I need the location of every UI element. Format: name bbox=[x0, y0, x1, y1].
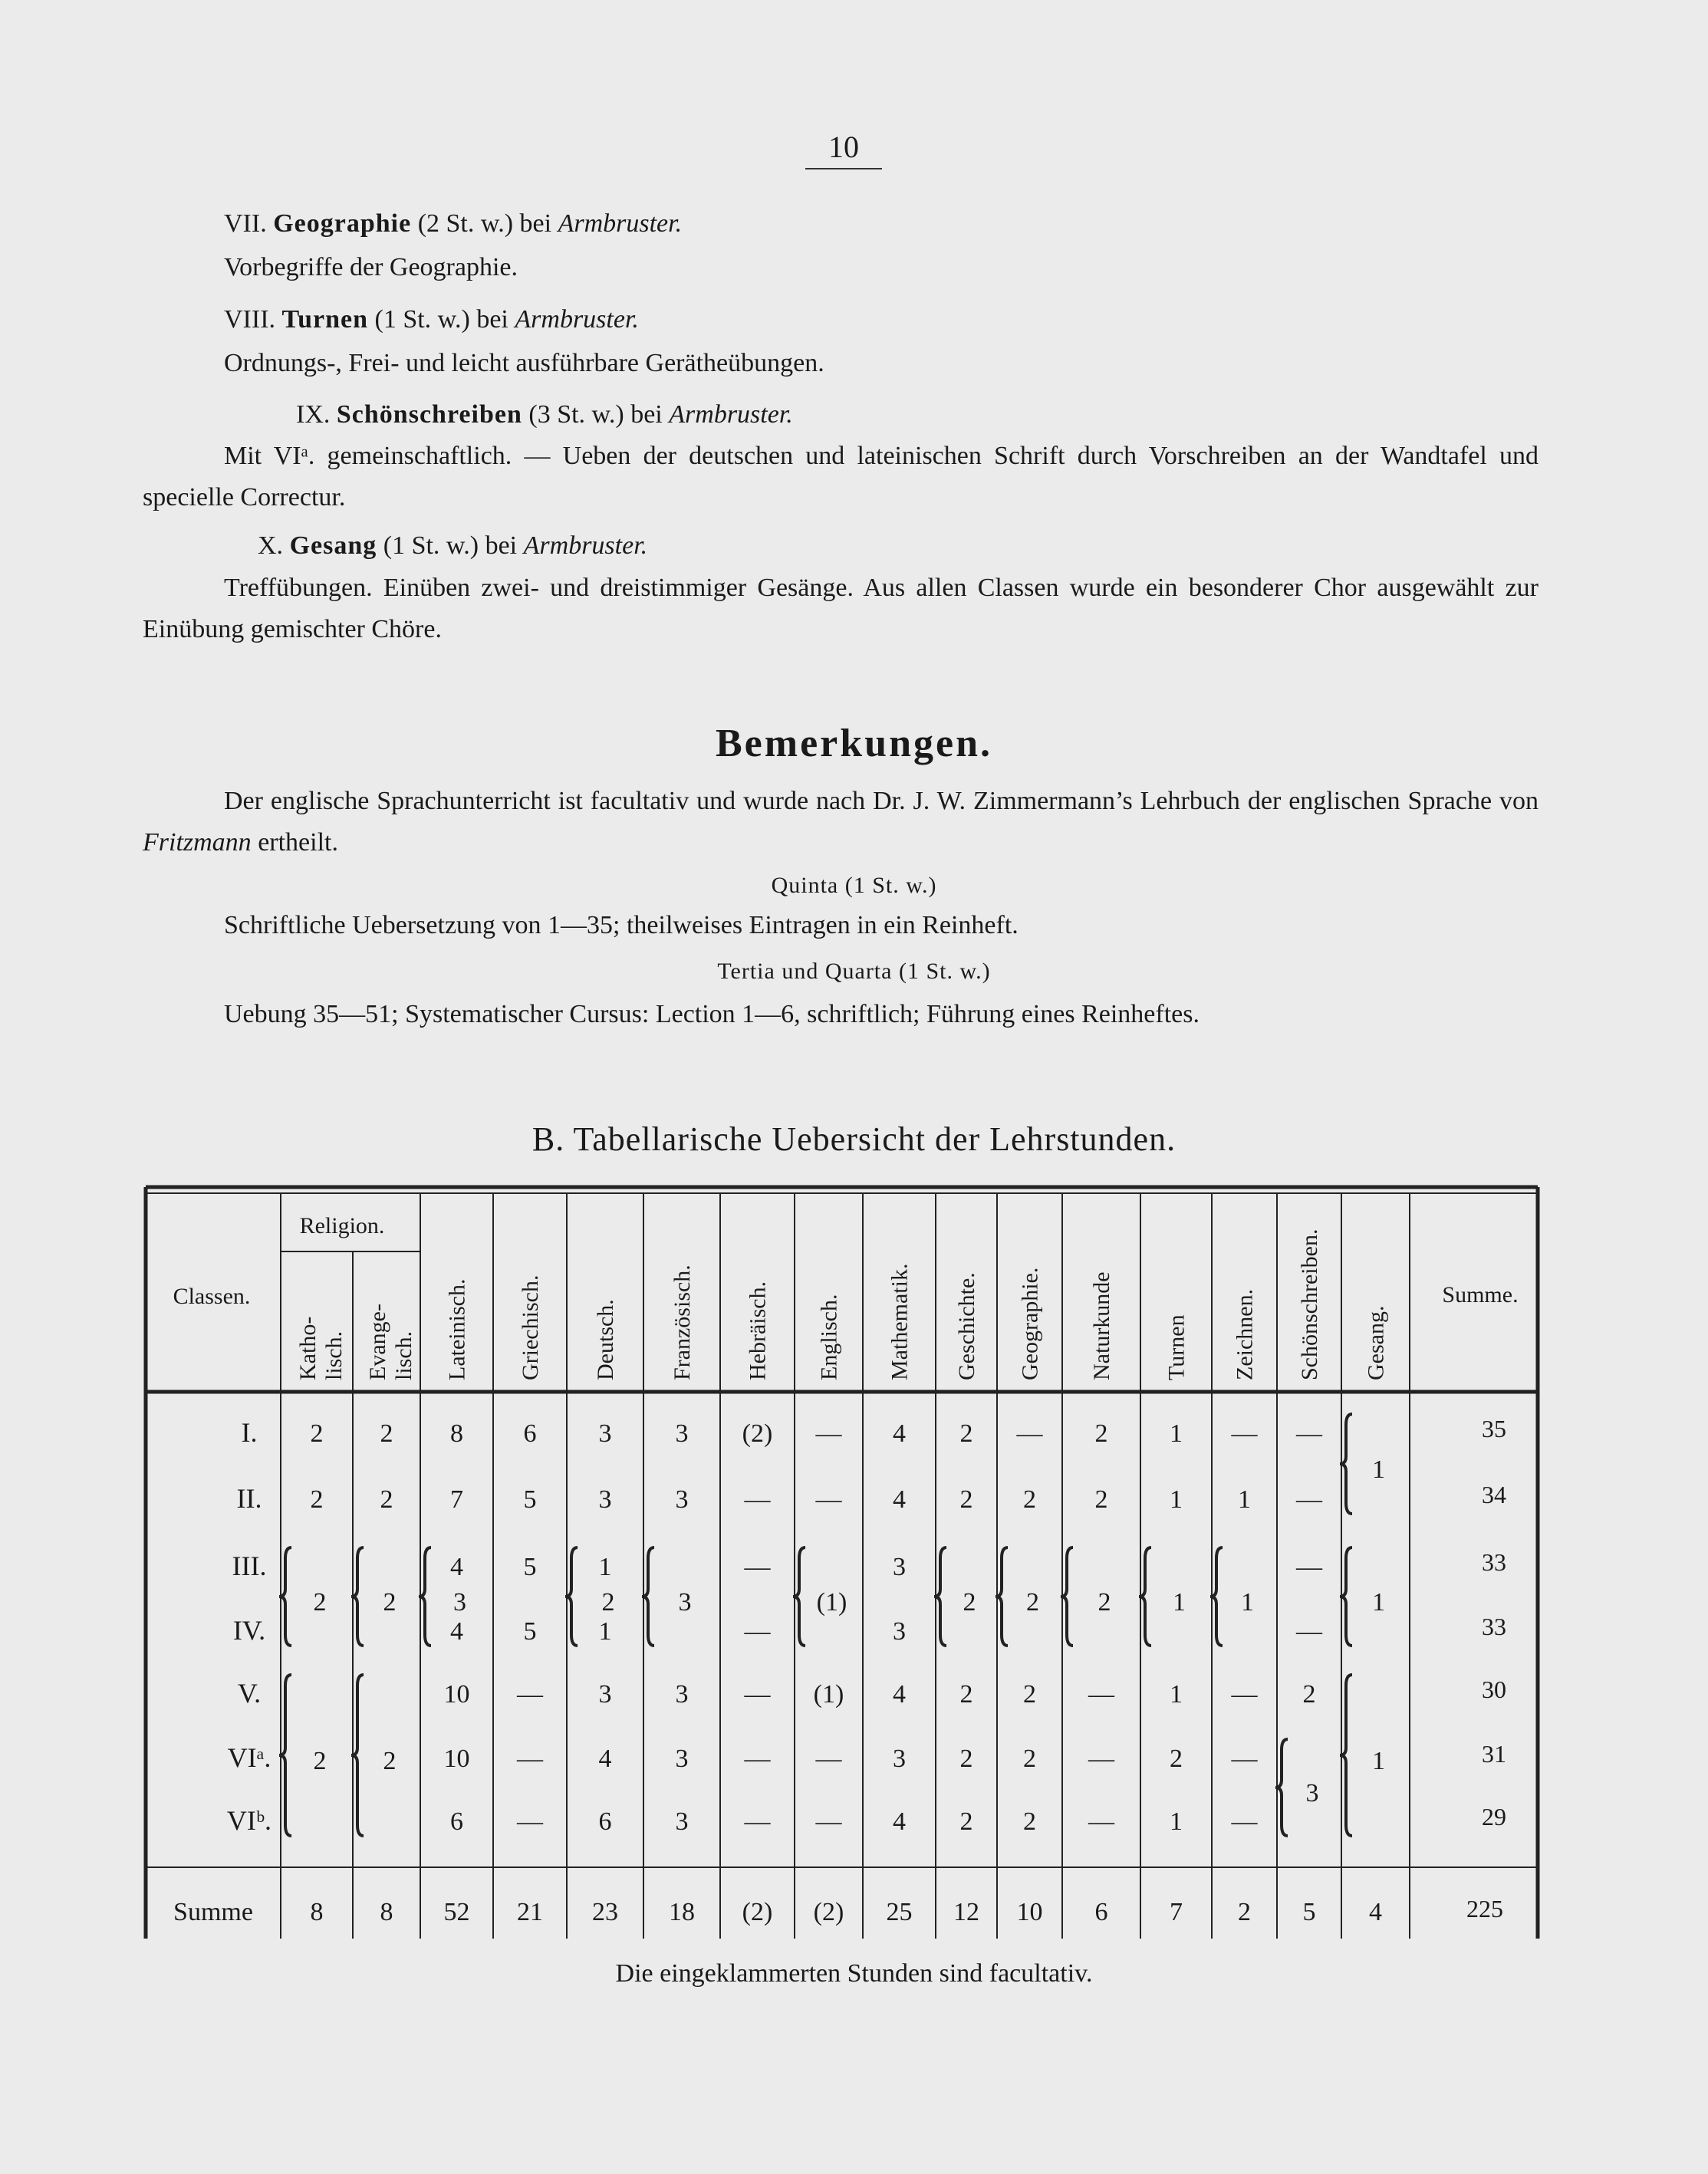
totals-cell: 8 bbox=[380, 1898, 393, 1926]
table-cell: 3 bbox=[675, 1807, 689, 1836]
column-header bbox=[365, 1304, 416, 1380]
column-header-line: Englisch. bbox=[816, 1294, 842, 1380]
column-header bbox=[670, 1265, 695, 1380]
table-cell: 2 bbox=[1094, 1419, 1108, 1448]
table-cell: 2 bbox=[1023, 1680, 1036, 1709]
table-cell: — bbox=[1296, 1419, 1322, 1448]
table-cell: — bbox=[1231, 1680, 1258, 1709]
column-header-line: Gesang. bbox=[1363, 1305, 1389, 1380]
table-cell: 1 bbox=[598, 1617, 612, 1646]
merged-cell: 2 bbox=[383, 1747, 397, 1775]
table-cell: 2 bbox=[959, 1745, 973, 1773]
column-header bbox=[295, 1317, 347, 1380]
totals-cell: 6 bbox=[1094, 1898, 1108, 1926]
column-header-line: Hebräisch. bbox=[745, 1281, 771, 1380]
column-header bbox=[1164, 1314, 1190, 1380]
section-vii-hours: (2 St. w.) bei bbox=[417, 209, 552, 238]
merged-cell: 3 bbox=[678, 1588, 692, 1617]
section-x-teacher: Armbruster. bbox=[523, 531, 648, 560]
table-cell: 2 bbox=[1023, 1807, 1036, 1836]
table-cell: — bbox=[1016, 1419, 1043, 1448]
table-cell: 8 bbox=[450, 1419, 463, 1448]
header-classes: Classen. bbox=[173, 1284, 251, 1309]
remarks-intro-author: Fritzmann bbox=[143, 828, 252, 857]
table-cell: 1 bbox=[1170, 1680, 1183, 1709]
merged-cell: 1 bbox=[1372, 1588, 1385, 1617]
column-header bbox=[518, 1275, 543, 1380]
section-ix-content: Mit VIᵃ. gemeinschaftlich. — Ueben der deutschen und lateinischen Schrift durch Vorschreiben an der Wandtafel und specielle Correctur. bbox=[143, 442, 1539, 511]
totals-cell: 12 bbox=[953, 1898, 979, 1926]
row-sum: 29 bbox=[1482, 1803, 1506, 1830]
table-cell: — bbox=[744, 1485, 771, 1514]
table-cell: 2 bbox=[1023, 1745, 1036, 1773]
column-header bbox=[745, 1281, 771, 1380]
column-header bbox=[1297, 1229, 1322, 1380]
section-ix-subject: Schönschreiben bbox=[336, 400, 522, 429]
row-class-label: VIᵇ. bbox=[226, 1805, 272, 1836]
section-vii-subject: Geographie bbox=[273, 209, 412, 238]
table-cell: 10 bbox=[443, 1745, 470, 1773]
row-sum: 35 bbox=[1482, 1415, 1506, 1442]
merged-cell: 1 bbox=[1173, 1588, 1186, 1617]
table-cell: 3 bbox=[675, 1419, 689, 1448]
table-cell: — bbox=[744, 1680, 771, 1709]
merged-cell: 2 bbox=[1026, 1588, 1039, 1617]
table-cell: — bbox=[744, 1617, 771, 1646]
column-header-line: Katho- bbox=[295, 1316, 321, 1380]
table-cell: 1 bbox=[598, 1553, 612, 1581]
section-vii-number: VII. bbox=[224, 209, 267, 238]
table-cell: 3 bbox=[893, 1617, 906, 1646]
column-header-line: Evange- bbox=[365, 1304, 390, 1380]
column-header-line: Schönschreiben. bbox=[1297, 1228, 1322, 1380]
column-header-line: Lateinisch. bbox=[444, 1278, 470, 1380]
table-cell: 4 bbox=[450, 1553, 463, 1581]
header-religion: Religion. bbox=[299, 1213, 385, 1238]
column-header bbox=[954, 1272, 979, 1380]
table-cell: — bbox=[1231, 1419, 1258, 1448]
table-cell: 7 bbox=[450, 1485, 463, 1514]
column-header-line: Geographie. bbox=[1017, 1267, 1043, 1380]
table-cell: 4 bbox=[450, 1617, 463, 1646]
table-cell: 4 bbox=[893, 1807, 906, 1836]
table-cell: 4 bbox=[893, 1485, 906, 1514]
remarks-tertia-text: Uebung 35—51; Systematischer Cursus: Lection 1—6, schriftlich; Führung eines Reinheftes. bbox=[224, 1000, 1200, 1028]
table-cell: 2 bbox=[959, 1485, 973, 1514]
row-class-label: VIᵃ. bbox=[227, 1742, 272, 1773]
totals-cell: 7 bbox=[1170, 1898, 1183, 1926]
column-header bbox=[445, 1279, 470, 1380]
table-cell: 3 bbox=[893, 1553, 906, 1581]
totals-cell: 18 bbox=[669, 1898, 695, 1926]
row-class-label: II. bbox=[236, 1483, 262, 1514]
section-viii-content: Ordnungs-, Frei- und leicht ausführbare Gerätheübungen. bbox=[224, 349, 824, 377]
row-sum: 31 bbox=[1482, 1740, 1506, 1768]
table-cell: 3 bbox=[893, 1745, 906, 1773]
section-ix-hours: (3 St. w.) bei bbox=[528, 400, 663, 429]
table-merged-cells bbox=[314, 1455, 1386, 1807]
section-viii-hours: (1 St. w.) bei bbox=[374, 305, 508, 334]
table-cell: — bbox=[517, 1745, 543, 1773]
row-sum: 34 bbox=[1482, 1481, 1506, 1508]
column-header-line: Französisch. bbox=[670, 1265, 695, 1380]
section-ix-number: IX. bbox=[296, 400, 331, 429]
table-cell: — bbox=[744, 1807, 771, 1836]
row-sum: 33 bbox=[1482, 1548, 1506, 1576]
table-cell: 1 bbox=[1170, 1419, 1183, 1448]
column-header-line: Turnen bbox=[1163, 1314, 1190, 1380]
column-header bbox=[817, 1294, 842, 1381]
table-cell: — bbox=[517, 1807, 543, 1836]
column-header bbox=[593, 1299, 618, 1380]
table-cell: 4 bbox=[893, 1419, 906, 1448]
merged-cell: 2 bbox=[313, 1747, 327, 1775]
table-cell: 3 bbox=[675, 1485, 689, 1514]
table-cell: 2 bbox=[959, 1680, 973, 1709]
merged-cell: 1 bbox=[1372, 1455, 1385, 1484]
table-cell: 3 bbox=[675, 1680, 689, 1709]
totals-cell: 25 bbox=[886, 1898, 913, 1926]
column-header bbox=[1364, 1306, 1389, 1380]
totals-cell: 2 bbox=[1238, 1898, 1251, 1926]
totals-cell: 4 bbox=[1369, 1898, 1382, 1926]
merged-cell: 3 bbox=[453, 1588, 466, 1617]
row-class-label: IV. bbox=[232, 1615, 266, 1646]
totals-cell: 5 bbox=[1302, 1898, 1316, 1926]
table-title: B. Tabellarische Uebersicht der Lehrstunden. bbox=[531, 1120, 1177, 1158]
section-viii-number: VIII. bbox=[224, 305, 276, 334]
section-x-content: Treffübungen. Einüben zwei- und dreistimmiger Gesänge. Aus allen Classen wurde ein besonderer Chor ausgewählt zur Einübung gemischter Chöre. bbox=[143, 574, 1539, 643]
table-cell: — bbox=[1231, 1745, 1258, 1773]
table-cell: — bbox=[815, 1807, 842, 1836]
table-cell: (2) bbox=[742, 1419, 773, 1448]
column-header-line: Deutsch. bbox=[593, 1299, 618, 1380]
table-cell: 6 bbox=[450, 1807, 463, 1836]
table-cell: 3 bbox=[598, 1680, 612, 1709]
table-totals-row bbox=[173, 1895, 1503, 1926]
column-header bbox=[1089, 1271, 1114, 1380]
totals-sum: 225 bbox=[1466, 1895, 1503, 1922]
table-cells bbox=[311, 1419, 1324, 1836]
column-header-line: Geschichte. bbox=[954, 1272, 979, 1380]
section-viii-teacher: Armbruster. bbox=[515, 305, 639, 334]
table-cell: 5 bbox=[523, 1617, 537, 1646]
table-footnote: Die eingeklammerten Stunden sind facultativ. bbox=[615, 1959, 1093, 1988]
table-cell: 3 bbox=[675, 1745, 689, 1773]
column-header-line: Mathematik. bbox=[887, 1263, 913, 1380]
section-vii-content: Vorbegriffe der Geographie. bbox=[224, 253, 518, 281]
table-cell: 4 bbox=[598, 1745, 612, 1773]
column-header bbox=[1232, 1289, 1258, 1380]
table-grid-lines bbox=[146, 1187, 1538, 1939]
table-cell: — bbox=[1088, 1745, 1114, 1773]
totals-cell: 23 bbox=[592, 1898, 618, 1926]
table-cell: 1 bbox=[1170, 1485, 1183, 1514]
section-viii-subject: Turnen bbox=[281, 305, 368, 334]
table-cell: 2 bbox=[310, 1419, 324, 1448]
table-cell: 1 bbox=[1170, 1807, 1183, 1836]
section-vii-teacher: Armbruster. bbox=[558, 209, 683, 238]
totals-cell: 21 bbox=[517, 1898, 543, 1926]
column-header bbox=[887, 1264, 913, 1380]
table-cell: 2 bbox=[959, 1807, 973, 1836]
table-cell: — bbox=[1296, 1553, 1322, 1581]
merged-cell: 2 bbox=[313, 1588, 327, 1617]
column-header-line: Naturkunde bbox=[1089, 1271, 1114, 1380]
table-cell: — bbox=[1088, 1807, 1114, 1836]
table-cell: — bbox=[744, 1553, 771, 1581]
table-cell: 2 bbox=[959, 1419, 973, 1448]
totals-cell: 52 bbox=[443, 1898, 470, 1926]
merged-cell: 2 bbox=[601, 1588, 615, 1617]
table-cell: 5 bbox=[523, 1485, 537, 1514]
remarks-title: Bemerkungen. bbox=[716, 722, 992, 765]
totals-cell: (2) bbox=[813, 1898, 844, 1926]
merged-cell: (1) bbox=[816, 1588, 847, 1617]
table-cell: 2 bbox=[1023, 1485, 1036, 1514]
table-cell: — bbox=[1088, 1680, 1114, 1709]
table-cell: 2 bbox=[1302, 1680, 1316, 1709]
column-header-line: Zeichnen. bbox=[1232, 1288, 1258, 1380]
table-cell: 6 bbox=[598, 1807, 612, 1836]
header-sum: Summe. bbox=[1442, 1282, 1519, 1307]
table-cell: 10 bbox=[443, 1680, 470, 1709]
totals-cell: (2) bbox=[742, 1898, 773, 1926]
page-number: 10 bbox=[805, 129, 882, 169]
section-x-number: X. bbox=[258, 531, 284, 560]
table-cell: 6 bbox=[523, 1419, 537, 1448]
table-cell: 2 bbox=[380, 1485, 393, 1514]
remarks-quinta-text: Schriftliche Uebersetzung von 1—35; theilweises Eintragen in ein Reinheft. bbox=[224, 911, 1019, 939]
table-cell: — bbox=[815, 1485, 842, 1514]
merged-cell: 2 bbox=[1098, 1588, 1111, 1617]
remarks-intro-end: ertheilt. bbox=[258, 828, 338, 857]
row-class-label: V. bbox=[237, 1678, 262, 1709]
table-cell: — bbox=[744, 1745, 771, 1773]
table-cell: 1 bbox=[1238, 1485, 1251, 1514]
merged-cell: 1 bbox=[1372, 1747, 1385, 1775]
table-column-headers bbox=[295, 1229, 1389, 1380]
section-x-subject: Gesang bbox=[289, 531, 377, 560]
column-header-line: Griechisch. bbox=[518, 1274, 543, 1380]
table-cell: (1) bbox=[813, 1680, 844, 1709]
column-header bbox=[1018, 1268, 1043, 1380]
row-class-label: I. bbox=[241, 1417, 258, 1448]
merged-cell: 3 bbox=[1305, 1779, 1319, 1807]
row-class-label: III. bbox=[232, 1551, 267, 1581]
totals-cell: 10 bbox=[1016, 1898, 1043, 1926]
table-cell: 5 bbox=[523, 1553, 537, 1581]
remarks-intro-text: Der englische Sprachunterricht ist facultativ und wurde nach Dr. J. W. Zimmermann’s Lehrbuch der englischen Sprache von bbox=[224, 787, 1539, 815]
row-sum: 33 bbox=[1482, 1613, 1506, 1640]
table-cell: 3 bbox=[598, 1485, 612, 1514]
table-cell: 2 bbox=[1094, 1485, 1108, 1514]
remarks-quinta-heading: Quinta (1 St. w.) bbox=[771, 873, 937, 898]
table-cell: — bbox=[517, 1680, 543, 1709]
totals-cell: 8 bbox=[310, 1898, 324, 1926]
section-ix-teacher: Armbruster. bbox=[669, 400, 793, 429]
table-cell: 2 bbox=[1170, 1745, 1183, 1773]
row-sum: 30 bbox=[1482, 1676, 1506, 1703]
merged-cell: 2 bbox=[963, 1588, 976, 1617]
table-cell: — bbox=[1296, 1485, 1322, 1514]
merged-cell: 1 bbox=[1241, 1588, 1254, 1617]
table-cell: — bbox=[815, 1419, 842, 1448]
table-cell: 4 bbox=[893, 1680, 906, 1709]
table-cell: 2 bbox=[310, 1485, 324, 1514]
merged-cell: 2 bbox=[383, 1588, 397, 1617]
remarks-tertia-heading: Tertia und Quarta (1 St. w.) bbox=[717, 959, 991, 984]
column-header-line: lisch. bbox=[391, 1330, 416, 1380]
table-cell: 2 bbox=[380, 1419, 393, 1448]
table-cell: — bbox=[815, 1745, 842, 1773]
table-cell: — bbox=[1296, 1617, 1322, 1646]
section-x-hours: (1 St. w.) bei bbox=[383, 531, 518, 560]
table-cell: 3 bbox=[598, 1419, 612, 1448]
column-header-line: lisch. bbox=[321, 1330, 347, 1380]
totals-label: Summe bbox=[173, 1898, 253, 1926]
table-cell: — bbox=[1231, 1807, 1258, 1836]
